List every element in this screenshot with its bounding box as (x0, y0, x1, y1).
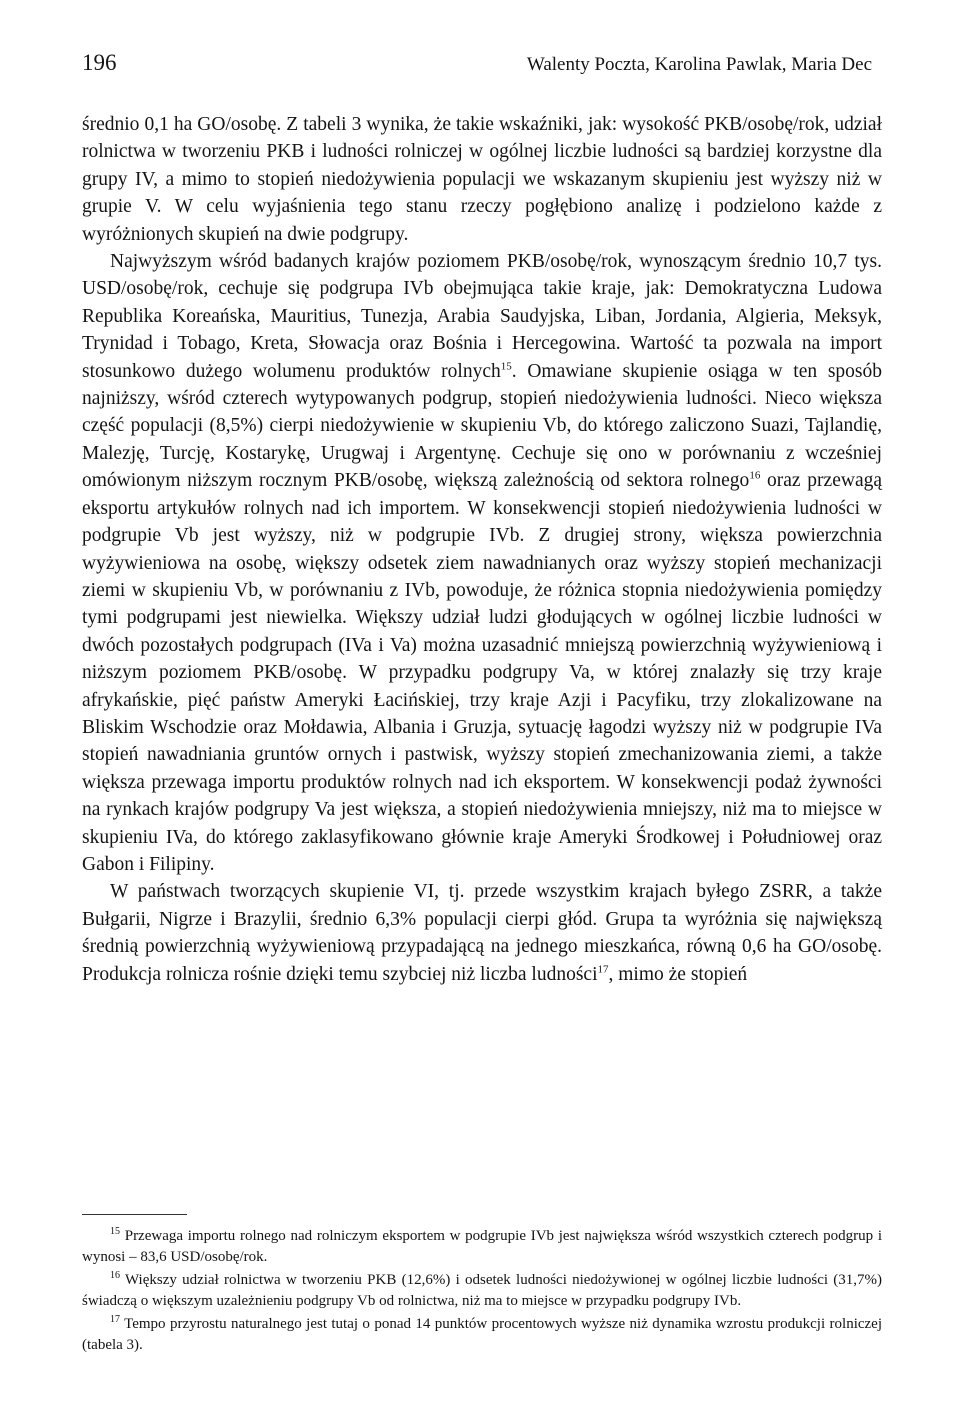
footnote-ref-16: 16 (749, 469, 761, 482)
running-head-authors: Walenty Poczta, Karolina Pawlak, Maria Dec (526, 54, 872, 75)
paragraph-1: średnio 0,1 ha GO/osobę. Z tabeli 3 wynika, że takie wskaźniki, jak: wysokość PKB/osobę/rok, udział rolnictwa w tworzeniu PKB i ludności rolniczej w ogólnej liczbie ludności są bardziej korzystne dla grupy IV, a mimo to stopień niedożywienia populacji we wskazanym skupieniu jest wyższy niż w grupie V. W celu wyjaśnienia tego stanu rzeczy pogłębiono analizę i podzielono każde z wyróżnionych skupień na dwie podgrupy. (82, 114, 882, 245)
footnote-text: Tempo przyrostu naturalnego jest tutaj o ponad 14 punktów procentowych wyższe niż dynamika wzrostu produkcji rolniczej (tabela 3). (82, 1316, 882, 1353)
footnote-text: Większy udział rolnictwa w tworzeniu PKB (12,6%) i odsetek ludności niedożywionej w ogólnej liczbie ludności (31,7%) świadczą o większym uzależnieniu podgrupy Vb od rolnictwa, niż ma to miejsce w przypadku podgrupy IVb. (82, 1272, 882, 1309)
footnote-17 (82, 1314, 882, 1355)
footnote-number: 17 (110, 1314, 120, 1325)
paragraph-3-part-a: W państwach tworzących skupienie VI, tj. przede wszystkim krajach byłego ZSRR, a także Bułgarii, Nigrze i Brazylii, średnio 6,3% populacji cierpi głód. Grupa ta wyróżnia się największą średnią powierzchnią wyżywieniową przypadającą na jednego mieszkańca, równą 0,6 ha GO/osobę. Produkcja rolnicza rośnie dzięki temu szybciej niż liczba ludności (82, 881, 882, 985)
page-header (82, 50, 872, 80)
main-text (82, 111, 882, 988)
footnote-text: Przewaga importu rolnego nad rolniczym eksportem w podgrupie IVb jest największa wśród wszystkich czterech podgrup i wynosi – 83,6 USD/osobę/rok. (82, 1228, 882, 1265)
footnote-16 (82, 1270, 882, 1311)
footnote-ref-15: 15 (500, 360, 512, 373)
paragraph-2 (82, 248, 882, 878)
footnote-number: 16 (110, 1270, 120, 1281)
paragraph-2-part-a: Najwyższym wśród badanych krajów poziomem PKB/osobę/rok, wynoszącym średnio 10,7 tys. USD/osobę/rok, cechuje się podgrupa IVb obejmująca takie kraje, jak: Demokratyczna Ludowa Republika Koreańska, Mauritius, Tunezja, Arabia Saudyjska, Liban, Jordania, Algieria, Meksyk, Trynidad i Tobago, Kreta, Słowacja oraz Bośnia i Hercegowina. Wartość ta pozwala na import stosunkowo dużego wolumenu produktów rolnych (82, 251, 882, 382)
paragraph-2-part-b: . Omawiane skupienie osiąga w ten sposób najniższy, wśród czterech wytypowanych podgrup, stopień niedożywienia ludności. Nieco większa część populacji (8,5%) cierpi niedożywienie w skupieniu Vb, do którego zaliczono Suazi, Tajlandię, Malezję, Turcję, Kostarykę, Urugwaj i Argentynę. Cechuje się ono w porównaniu z wcześniej omówionym niższym rocznym PKB/osobę, większą zależnością od sektora rolnego (82, 360, 882, 492)
footnote-ref-17: 17 (597, 963, 609, 976)
footnotes (82, 1226, 882, 1358)
footnote-15 (82, 1226, 882, 1267)
paragraph-2-part-c: oraz przewagą eksportu artykułów rolnych nad ich importem. W konsekwencji stopień niedożywienia ludności w podgrupie Vb jest wyższy, niż w podgrupie IVb. Z drugiej strony, większa powierzchnia wyżywieniowa na osobę, większy odsetek ziem nawadnianych oraz wyższy stopień mechanizacji ziemi w skupieniu Vb, w porównaniu z IVb, powoduje, że różnica stopnia niedożywienia pomiędzy tymi podgrupami jest niewielka. Większy udział ludzi głodujących w ogólnej liczbie ludności w dwóch pozostałych podgrupach (IVa i Va) można uzasadnić mniejszą powierzchnią wyżywieniową i niższym poziomem PKB/osobę. W przypadku podgrupy Va, w której znalazły się trzy kraje afrykańskie, pięć państw Ameryki Łacińskiej, trzy kraje Azji i Pacyfiku, trzy zlokalizowane na Bliskim Wschodzie oraz Mołdawia, Albania i Gruzja, sytuację łagodzi wyższy niż w podgrupie IVa stopień nawadniania gruntów ornych i pastwisk, wyższy stopień zmechanizowania ziemi, a także większa przewaga importu produktów rolnych nad ich eksportem. W konsekwencji podaż żywności na rynkach krajów podgrupy Va jest większa, a stopień niedożywienia mniejszy, niż ma to miejsce w skupieniu IVa, do którego zaklasyfikowano głównie kraje Ameryki Środkowej i Południowej oraz Gabon i Filipiny. (82, 470, 883, 875)
paragraph-3-part-b: , mimo że stopień (608, 963, 748, 985)
paragraph-3 (82, 878, 882, 988)
footnote-number: 15 (110, 1226, 120, 1237)
page-number: 196 (82, 50, 117, 75)
footnote-separator (82, 1214, 187, 1215)
